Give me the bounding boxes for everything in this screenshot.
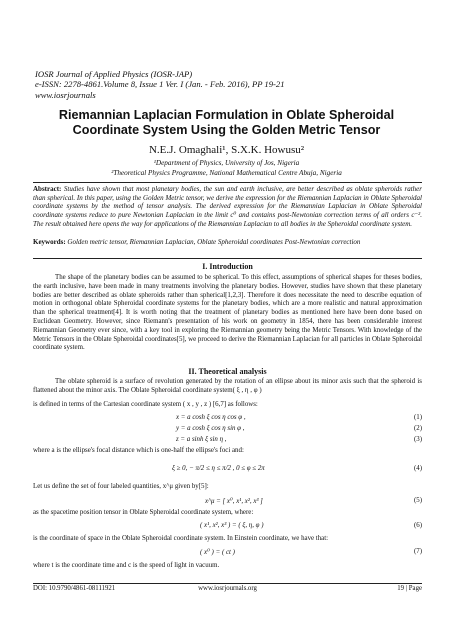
abstract-text: Studies have shown that most planetary bodies, the sun and earth inclusive, are better described as oblate spheroids rather than spherical. In this paper, using the Golden Metric tensor, we derive the expression for the Riemannian Laplacian in Oblate Spheroidal coordinate systems by the method of tensor analysis. The derived expression for the Riemannian Laplacian in Oblate Spheroidal coordinate systems reduce to pure Newtonian Laplacian in the limit c⁰ and contains post-Newtonian correction terms of all orders c⁻². The result obtained here opens the way for applications of the Riemannian Laplacian to all bodies in the Spheroidal coordinate system.: [33, 185, 422, 228]
affiliations: [20, 159, 433, 178]
equation-number-2: (2): [413, 425, 422, 432]
journal-name: IOSR Journal of Applied Physics (IOSR-JAP): [35, 69, 193, 79]
abstract: [33, 185, 422, 229]
equation-2: y = a cosh ξ cos η sin φ ,: [176, 425, 245, 432]
footer-rule: [33, 583, 422, 584]
equation-7-row: [0, 547, 453, 559]
footer: [33, 585, 422, 592]
section-1-heading: I. Introduction: [202, 262, 253, 271]
coordinate-space-line: is the coordinate of space in the Oblate Spheroidal coordinate system. In Einstein coordinate, we have that:: [33, 535, 329, 542]
theory-text-1: The oblate spheroid is a surface of revolution generated by the rotation of an ellipse about its minor axis such that the spheroid is flattened about the minor axis. The Oblate Spheroidal coordinate system( ξ , η , φ ): [33, 378, 422, 394]
intro-text: The shape of the planetary bodies can be assumed to be spherical. To this effect, assumptions of spherical shapes for theses bodies, the earth inclusive, have been made in many treatments involving the planetary bodies. However, studies have shown that these planetary bodies are better described as oblate spheroids rather than spherical[1,2,3]. Therefore it does necessitate the need to describe equation of motion in orthogonal oblate Spheroidal coordinate systems for the planetary bodies, which are a more realistic and natural approximation than the spherical treatment[4]. It is worth noting that the treatment of planetary bodies as mentioned here have been done based on Euclidean Geometry. However, since Riemann's presentation of his work on geometry in 1854, there has been considerable interest Riemannian Geometry ever since, with a key tool in exploring the Riemannian geometry being the Metric Tensors. With knowledge of the Metric Tensors in the Oblate Spheroidal coordinates[5], we proceed to derive the Riemannian Laplacian for all particles in Oblate Spheroidal coordinate system.: [33, 274, 422, 352]
equation-5-row: [0, 495, 453, 507]
equation-1: x = a cosh ξ cos η cos φ ,: [176, 414, 246, 421]
let-us-define-line: Let us define the set of four labeled quantities, x^μ given by[5]:: [33, 483, 209, 490]
theory-paragraph-2: [33, 401, 422, 410]
equation-number-1: (1): [413, 414, 422, 421]
equation-number-3: (3): [413, 436, 422, 443]
abstract-top-rule: [33, 182, 422, 183]
keywords-label: Keywords:: [33, 238, 66, 246]
equation-number-6: (6): [413, 522, 422, 529]
title-line-1: Riemannian Laplacian Formulation in Oblate Spheroidal: [58, 108, 395, 122]
theory-paragraph-1: [33, 378, 422, 396]
spacetime-line: as the spacetime position tensor in Oblate Spheroidal coordinate system, where:: [33, 509, 254, 516]
equation-number-5: (5): [413, 497, 422, 504]
title-line-2: Coordinate System Using the Golden Metric Tensor: [72, 123, 381, 137]
authors: N.E.J. Omaghali¹, S.X.K. Howusu²: [148, 144, 305, 156]
equation-number-4: (4): [413, 465, 422, 472]
journal-site: www.iosrjournals: [35, 89, 96, 100]
affiliation-2: ²Theoretical Physics Programme, National Mathematical Centre Abuja, Nigeria: [111, 168, 342, 177]
abstract-bottom-rule: [33, 258, 422, 259]
equations-1-3: [0, 414, 453, 444]
footer-doi: DOI: 10.9790/4861-08111921: [33, 585, 116, 592]
journal-issn: e-ISSN: 2278-4861.Volume 8, Issue 1 Ver. I (Jan. - Feb. 2016), PP 19-21: [35, 79, 285, 90]
footer-site-link[interactable]: www.iosrjournals.org: [198, 585, 257, 592]
footer-page-number: 19 | Page: [397, 585, 422, 592]
equation-6: ( x¹, x², x³ ) = ( ξ, η, φ ): [200, 522, 264, 529]
equation-6-row: [0, 521, 453, 533]
affiliation-1: ¹Department of Physics, University of Jos, Nigeria: [153, 159, 300, 167]
theory-text-2: is defined in terms of the Cartesian coordinate system ( x , y , z ) [6,7] as follows:: [33, 401, 258, 408]
journal-header: [35, 69, 285, 100]
keywords-text: Golden metric tensor, Riemannian Laplacian, Oblate Spheroidal coordinates Post-Newtonian correction: [65, 238, 361, 246]
where-t-line: where t is the coordinate time and c is the speed of light in vacuum.: [33, 562, 220, 569]
introduction-paragraph: [33, 274, 422, 353]
keywords: [33, 238, 422, 247]
equation-number-7: (7): [413, 548, 422, 555]
equation-4-row: [0, 463, 453, 477]
section-2-heading: II. Theoretical analysis: [188, 367, 267, 376]
abstract-label: Abstract:: [33, 185, 62, 193]
where-a-line: where a is the ellipse's focal distance which is one-half the ellipse's foci and:: [33, 447, 244, 454]
equation-5: x^μ = [ x⁰, x¹, x², x³ ]: [205, 498, 263, 505]
equation-7: ( x⁰ ) = ( ct ): [200, 549, 235, 556]
equation-4: ξ ≥ 0, − π/2 ≤ η ≤ π/2 , 0 ≤ φ ≤ 2π: [172, 465, 265, 472]
paper-title: [20, 108, 433, 138]
equation-3: z = a sinh ξ sin η ,: [176, 436, 227, 443]
